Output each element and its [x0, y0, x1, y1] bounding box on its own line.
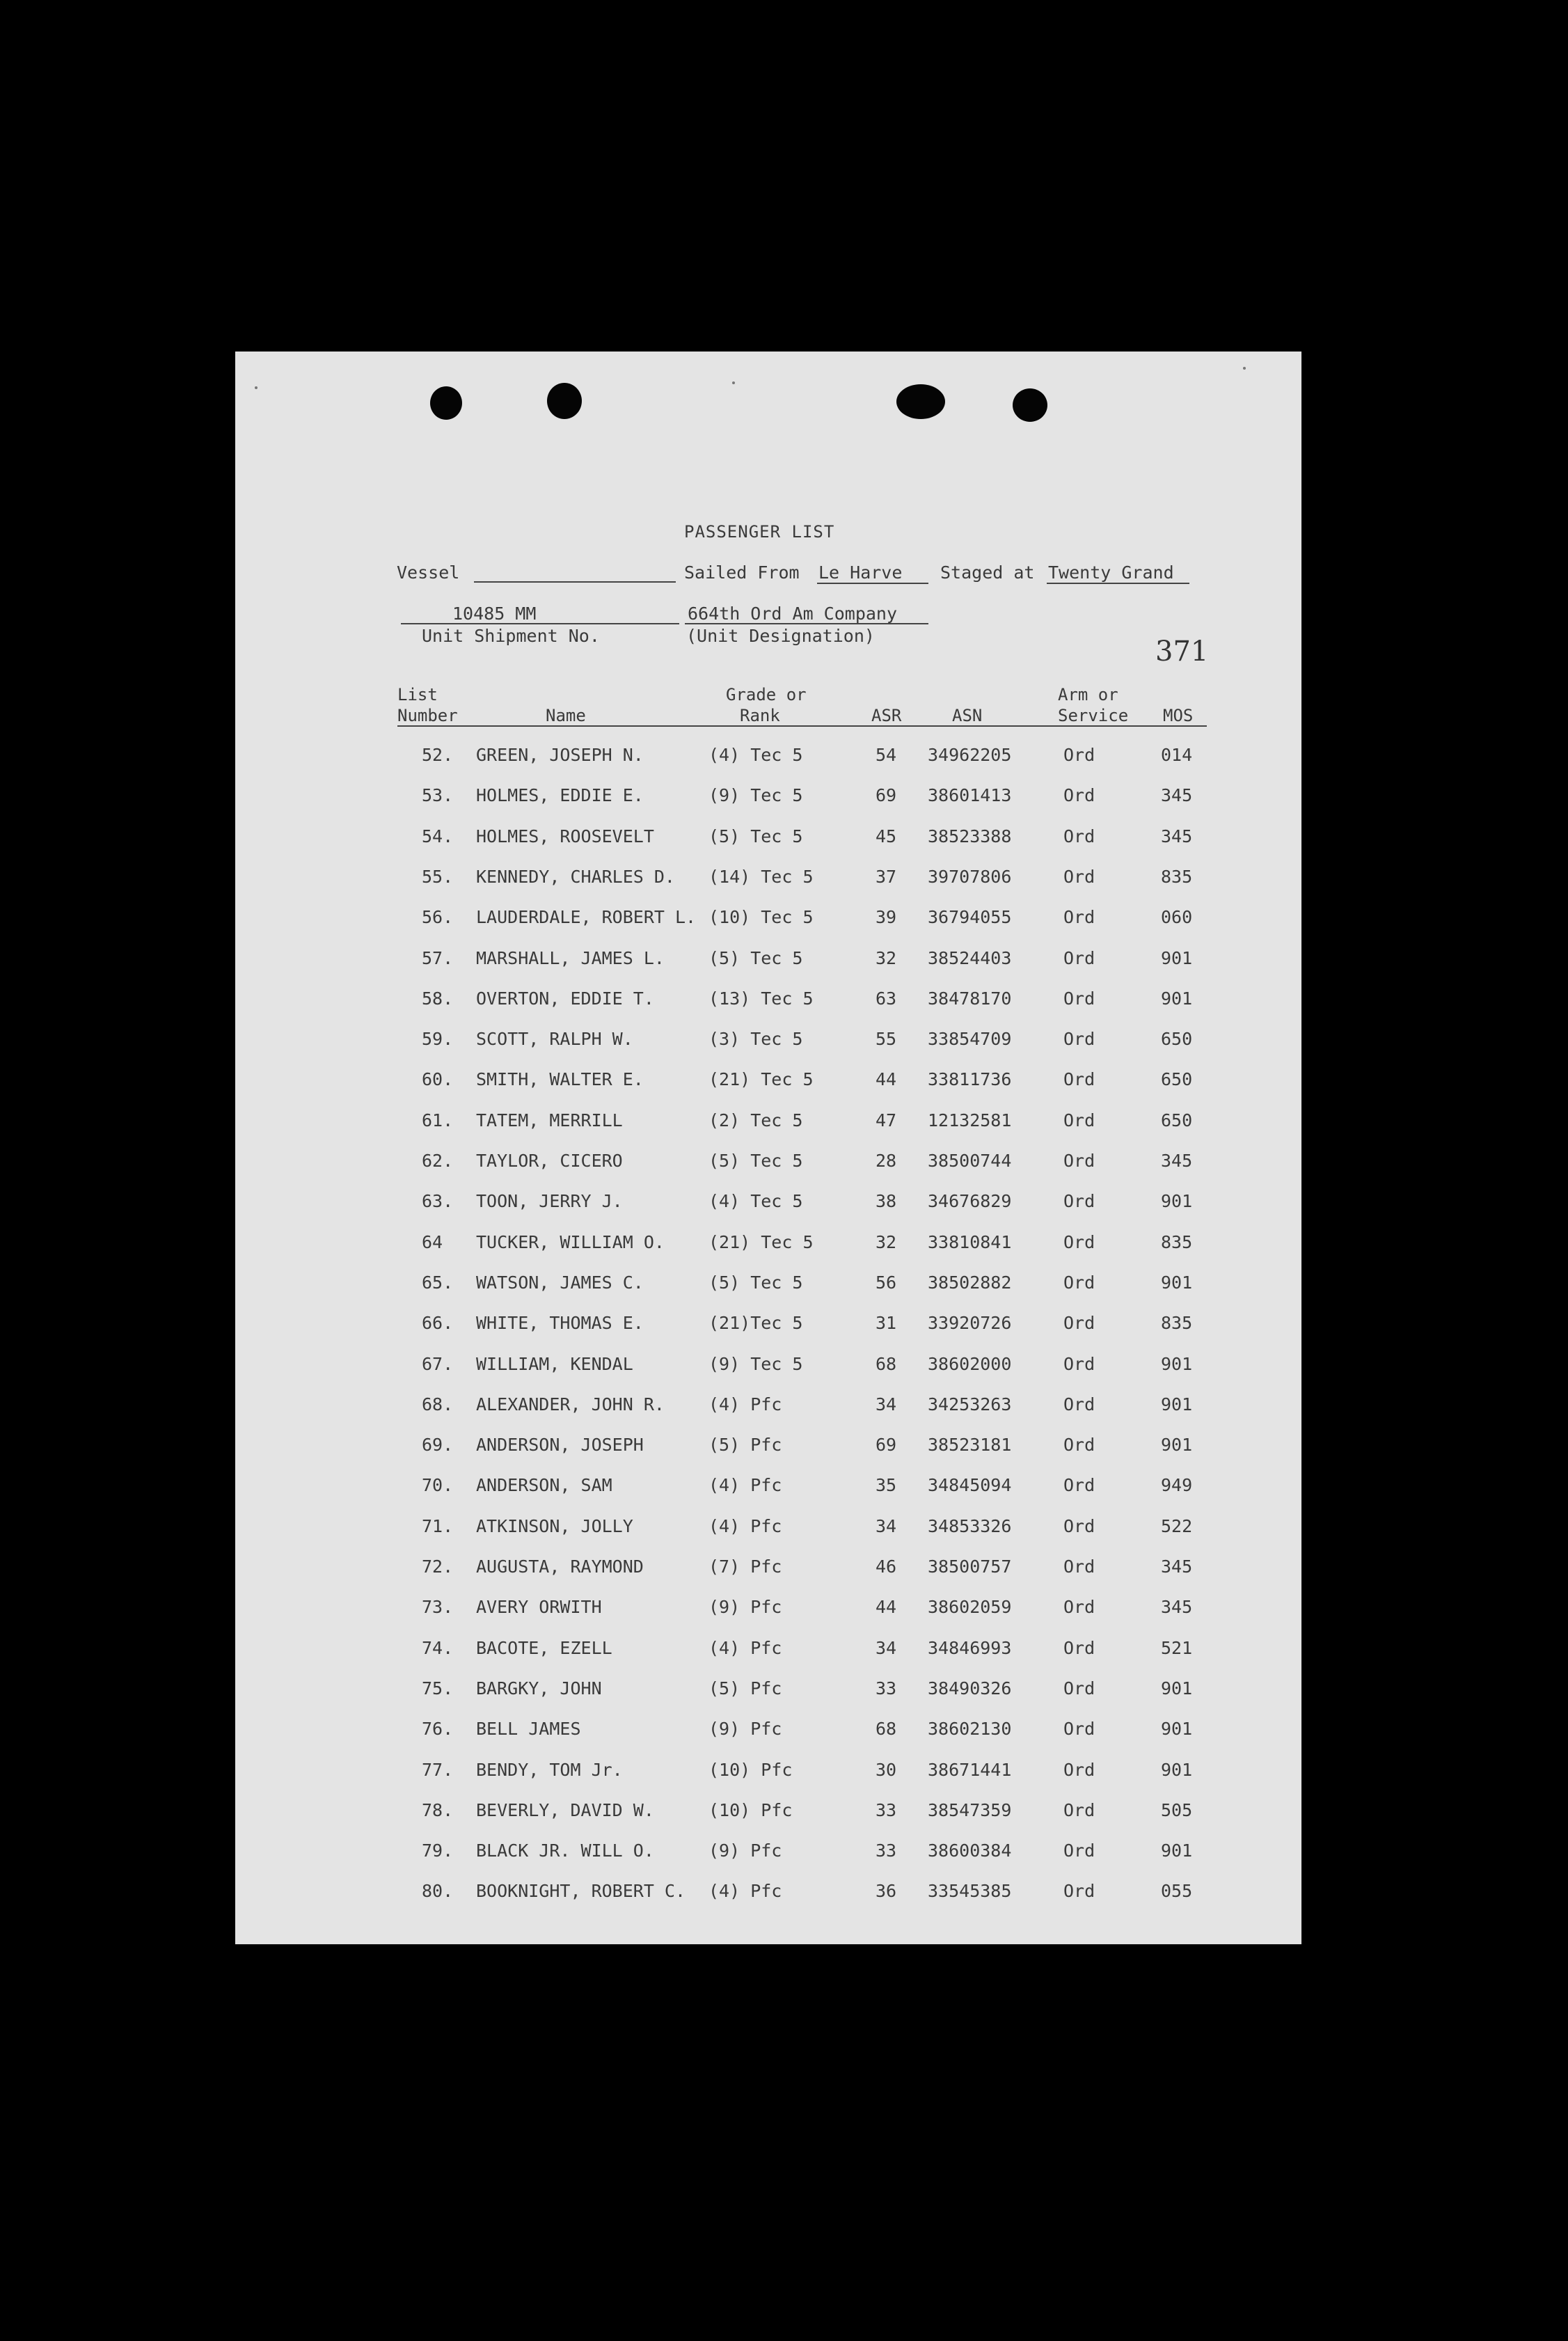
list-number: 72.: [422, 1556, 454, 1577]
list-number: 73.: [422, 1597, 454, 1618]
grade-rank: (9) Pfc: [708, 1597, 782, 1618]
passenger-name: TATEM, MERRILL: [476, 1110, 623, 1130]
passenger-name: BACOTE, EZELL: [476, 1637, 612, 1658]
list-number: 80.: [422, 1881, 454, 1902]
asn-value: 38671441: [928, 1759, 1012, 1780]
col-mos-label: MOS: [1163, 706, 1194, 725]
passenger-name: ALEXANDER, JOHN R.: [476, 1394, 665, 1414]
mos-code: 521: [1161, 1637, 1193, 1658]
table-row: [235, 1110, 1301, 1138]
asr-value: 35: [876, 1475, 897, 1496]
col-asn-label: ASN: [952, 706, 983, 725]
mos-code: 901: [1161, 1678, 1193, 1698]
col-arm-line1: Arm or: [1058, 685, 1118, 704]
mos-code: 505: [1161, 1799, 1193, 1820]
table-row: [235, 1191, 1301, 1219]
table-row: [235, 948, 1301, 976]
punch-hole: [430, 386, 462, 420]
asr-value: 68: [876, 1353, 897, 1374]
col-name-label: Name: [546, 706, 586, 725]
grade-rank: (7) Pfc: [708, 1556, 782, 1577]
arm-service: Ord: [1063, 1272, 1095, 1293]
list-number: 53.: [422, 785, 454, 806]
unit-shipment-underline: [401, 623, 679, 624]
passenger-name: HOLMES, EDDIE E.: [476, 785, 644, 806]
grade-rank: (10) Pfc: [708, 1799, 793, 1820]
grade-rank: (4) Pfc: [708, 1475, 782, 1496]
grade-rank: (9) Tec 5: [708, 785, 803, 806]
asr-value: 68: [876, 1719, 897, 1740]
asn-value: 38601413: [928, 785, 1012, 806]
sailed-from-label: Sailed From: [684, 562, 800, 583]
asn-value: 34853326: [928, 1515, 1012, 1536]
mos-code: 949: [1161, 1475, 1193, 1496]
list-number: 52.: [422, 745, 454, 765]
grade-rank: (2) Tec 5: [708, 1110, 803, 1130]
list-number: 56.: [422, 907, 454, 928]
asr-value: 46: [876, 1556, 897, 1577]
passenger-name: WHITE, THOMAS E.: [476, 1313, 644, 1334]
table-row: [235, 1800, 1301, 1828]
grade-rank: (21) Tec 5: [708, 1231, 814, 1252]
col-asn: [952, 705, 982, 726]
passenger-name: ATKINSON, JOLLY: [476, 1515, 633, 1536]
asr-value: 38: [876, 1191, 897, 1212]
arm-service: Ord: [1063, 866, 1095, 887]
passenger-name: BOOKNIGHT, ROBERT C.: [476, 1881, 686, 1902]
table-row: [235, 1029, 1301, 1057]
asn-value: 33545385: [928, 1881, 1012, 1902]
passenger-name: BARGKY, JOHN: [476, 1678, 602, 1698]
list-number: 76.: [422, 1719, 454, 1740]
asn-value: 38547359: [928, 1799, 1012, 1820]
arm-service: Ord: [1063, 1841, 1095, 1861]
col-grade: [726, 684, 807, 726]
asr-value: 44: [876, 1069, 897, 1090]
passenger-list-page: [235, 352, 1301, 1944]
asr-value: 39: [876, 907, 897, 928]
mos-code: 835: [1161, 866, 1193, 887]
table-row: [235, 1272, 1301, 1300]
grade-rank: (5) Tec 5: [708, 1272, 803, 1293]
arm-service: Ord: [1063, 1231, 1095, 1252]
asn-value: 33811736: [928, 1069, 1012, 1090]
table-row: [235, 1151, 1301, 1179]
arm-service: Ord: [1063, 1435, 1095, 1456]
grade-rank: (4) Tec 5: [708, 1191, 803, 1212]
list-number: 60.: [422, 1069, 454, 1090]
table-row: [235, 1638, 1301, 1666]
grade-rank: (21)Tec 5: [708, 1313, 803, 1334]
grade-rank: (4) Pfc: [708, 1637, 782, 1658]
mos-code: 901: [1161, 947, 1193, 968]
table-row: [235, 1556, 1301, 1584]
passenger-name: LAUDERDALE, ROBERT L.: [476, 907, 697, 928]
arm-service: Ord: [1063, 1597, 1095, 1618]
col-arm-service: [1058, 684, 1128, 726]
passenger-name: BEVERLY, DAVID W.: [476, 1799, 654, 1820]
list-number: 67.: [422, 1353, 454, 1374]
mos-code: 901: [1161, 1435, 1193, 1456]
passenger-name: BENDY, TOM Jr.: [476, 1759, 623, 1780]
unit-shipment-value: 10485 MM: [452, 604, 537, 624]
table-row: [235, 1678, 1301, 1706]
passenger-name: BLACK JR. WILL O.: [476, 1841, 654, 1861]
asn-value: 34253263: [928, 1394, 1012, 1414]
mos-code: 345: [1161, 826, 1193, 846]
mos-code: 901: [1161, 1719, 1193, 1740]
col-list-number-line2: Number: [397, 706, 458, 725]
arm-service: Ord: [1063, 1110, 1095, 1130]
asr-value: 47: [876, 1110, 897, 1130]
asn-value: 38602000: [928, 1353, 1012, 1374]
grade-rank: (5) Tec 5: [708, 826, 803, 846]
asr-value: 55: [876, 1029, 897, 1050]
passenger-name: AUGUSTA, RAYMOND: [476, 1556, 644, 1577]
grade-rank: (9) Tec 5: [708, 1353, 803, 1374]
arm-service: Ord: [1063, 1475, 1095, 1496]
list-number: 69.: [422, 1435, 454, 1456]
asn-value: 34845094: [928, 1475, 1012, 1496]
asn-value: 33920726: [928, 1313, 1012, 1334]
staged-at-underline: [1047, 583, 1189, 584]
asr-value: 32: [876, 947, 897, 968]
col-arm-line2: Service: [1058, 706, 1129, 725]
grade-rank: (5) Tec 5: [708, 1151, 803, 1171]
table-row: [235, 1841, 1301, 1868]
asr-value: 54: [876, 745, 897, 765]
col-asr-label: ASR: [871, 706, 902, 725]
mos-code: 901: [1161, 1759, 1193, 1780]
passenger-name: HOLMES, ROOSEVELT: [476, 826, 654, 846]
list-number: 68.: [422, 1394, 454, 1414]
passenger-name: GREEN, JOSEPH N.: [476, 745, 644, 765]
grade-rank: (5) Tec 5: [708, 947, 803, 968]
asr-value: 56: [876, 1272, 897, 1293]
asn-value: 38500757: [928, 1556, 1012, 1577]
asr-value: 63: [876, 988, 897, 1009]
arm-service: Ord: [1063, 1191, 1095, 1212]
list-number: 71.: [422, 1515, 454, 1536]
asr-value: 34: [876, 1637, 897, 1658]
grade-rank: (10) Tec 5: [708, 907, 814, 928]
list-number: 64: [422, 1231, 443, 1252]
asn-value: 12132581: [928, 1110, 1012, 1130]
asr-value: 44: [876, 1597, 897, 1618]
table-row: [235, 1435, 1301, 1463]
asr-value: 28: [876, 1151, 897, 1171]
list-number: 59.: [422, 1029, 454, 1050]
table-row: [235, 1232, 1301, 1260]
grade-rank: (5) Pfc: [708, 1435, 782, 1456]
header-rule: [397, 725, 1207, 727]
col-mos: [1163, 705, 1193, 726]
passenger-name: TAYLOR, CICERO: [476, 1151, 623, 1171]
table-row: [235, 1069, 1301, 1097]
punch-hole: [547, 383, 582, 419]
arm-service: Ord: [1063, 1637, 1095, 1658]
list-number: 77.: [422, 1759, 454, 1780]
passenger-name: SCOTT, RALPH W.: [476, 1029, 633, 1050]
mos-code: 901: [1161, 1272, 1193, 1293]
mos-code: 345: [1161, 1151, 1193, 1171]
asr-value: 32: [876, 1231, 897, 1252]
passenger-name: WILLIAM, KENDAL: [476, 1353, 633, 1374]
unit-shipment-label: Unit Shipment No.: [422, 626, 600, 646]
list-number: 75.: [422, 1678, 454, 1698]
arm-service: Ord: [1063, 907, 1095, 928]
table-row: [235, 826, 1301, 854]
arm-service: Ord: [1063, 1515, 1095, 1536]
grade-rank: (4) Tec 5: [708, 745, 803, 765]
paper-speck: [255, 386, 258, 389]
asr-value: 33: [876, 1678, 897, 1698]
asr-value: 33: [876, 1799, 897, 1820]
grade-rank: (21) Tec 5: [708, 1069, 814, 1090]
mos-code: 901: [1161, 1191, 1193, 1212]
arm-service: Ord: [1063, 1069, 1095, 1090]
mos-code: 650: [1161, 1029, 1193, 1050]
asr-value: 69: [876, 785, 897, 806]
passenger-name: OVERTON, EDDIE T.: [476, 988, 654, 1009]
table-row: [235, 1719, 1301, 1747]
grade-rank: (10) Pfc: [708, 1759, 793, 1780]
asn-value: 38524403: [928, 947, 1012, 968]
asn-value: 33854709: [928, 1029, 1012, 1050]
col-grade-line1: Grade or: [726, 685, 807, 704]
arm-service: Ord: [1063, 1881, 1095, 1902]
grade-rank: (5) Pfc: [708, 1678, 782, 1698]
unit-designation-underline: [685, 623, 928, 624]
table-row: [235, 988, 1301, 1016]
asr-value: 37: [876, 866, 897, 887]
mos-code: 650: [1161, 1069, 1193, 1090]
table-row: [235, 907, 1301, 935]
asn-value: 33810841: [928, 1231, 1012, 1252]
arm-service: Ord: [1063, 745, 1095, 765]
list-number: 65.: [422, 1272, 454, 1293]
arm-service: Ord: [1063, 1719, 1095, 1740]
arm-service: Ord: [1063, 1029, 1095, 1050]
passenger-name: TUCKER, WILLIAM O.: [476, 1231, 665, 1252]
vessel-label: Vessel: [397, 562, 460, 583]
asn-value: 38502882: [928, 1272, 1012, 1293]
punch-hole: [896, 384, 945, 419]
vessel-field: [474, 581, 676, 583]
list-number: 63.: [422, 1191, 454, 1212]
grade-rank: (13) Tec 5: [708, 988, 814, 1009]
list-number: 66.: [422, 1313, 454, 1334]
mos-code: 901: [1161, 1394, 1193, 1414]
sailed-from-value: Le Harve: [818, 562, 903, 583]
passenger-name: BELL JAMES: [476, 1719, 581, 1740]
col-name: [546, 705, 586, 726]
mos-code: 055: [1161, 1881, 1193, 1902]
staged-at-value: Twenty Grand: [1048, 562, 1174, 583]
asn-value: 38500744: [928, 1151, 1012, 1171]
mos-code: 060: [1161, 907, 1193, 928]
unit-designation-label: (Unit Designation): [686, 626, 875, 646]
asr-value: 69: [876, 1435, 897, 1456]
passenger-name: AVERY ORWITH: [476, 1597, 602, 1618]
passenger-name: KENNEDY, CHARLES D.: [476, 866, 675, 887]
asr-value: 34: [876, 1394, 897, 1414]
asn-value: 39707806: [928, 866, 1012, 887]
asr-value: 30: [876, 1759, 897, 1780]
list-number: 62.: [422, 1151, 454, 1171]
arm-service: Ord: [1063, 988, 1095, 1009]
passenger-name: WATSON, JAMES C.: [476, 1272, 644, 1293]
table-row: [235, 1881, 1301, 1909]
asn-value: 38600384: [928, 1841, 1012, 1861]
asr-value: 31: [876, 1313, 897, 1334]
asr-value: 34: [876, 1515, 897, 1536]
mos-code: 835: [1161, 1313, 1193, 1334]
grade-rank: (3) Tec 5: [708, 1029, 803, 1050]
asn-value: 38602059: [928, 1597, 1012, 1618]
passenger-name: TOON, JERRY J.: [476, 1191, 623, 1212]
asn-value: 34962205: [928, 745, 1012, 765]
asn-value: 34676829: [928, 1191, 1012, 1212]
asn-value: 38523181: [928, 1435, 1012, 1456]
table-row: [235, 785, 1301, 813]
passenger-name: ANDERSON, JOSEPH: [476, 1435, 644, 1456]
list-number: 61.: [422, 1110, 454, 1130]
page-title: PASSENGER LIST: [684, 522, 835, 542]
asn-value: 38478170: [928, 988, 1012, 1009]
mos-code: 901: [1161, 988, 1193, 1009]
arm-service: Ord: [1063, 947, 1095, 968]
passenger-name: MARSHALL, JAMES L.: [476, 947, 665, 968]
arm-service: Ord: [1063, 1799, 1095, 1820]
table-row: [235, 1597, 1301, 1625]
col-grade-line2: Rank: [740, 706, 780, 725]
arm-service: Ord: [1063, 1394, 1095, 1414]
mos-code: 650: [1161, 1110, 1193, 1130]
mos-code: 901: [1161, 1841, 1193, 1861]
punch-hole: [1013, 388, 1047, 422]
arm-service: Ord: [1063, 826, 1095, 846]
grade-rank: (4) Pfc: [708, 1881, 782, 1902]
passenger-name: ANDERSON, SAM: [476, 1475, 612, 1496]
list-number: 55.: [422, 866, 454, 887]
unit-designation-value: 664th Ord Am Company: [688, 604, 898, 624]
col-list-number: [397, 684, 458, 726]
mos-code: 901: [1161, 1353, 1193, 1374]
staged-at-label: Staged at: [940, 562, 1035, 583]
grade-rank: (14) Tec 5: [708, 866, 814, 887]
table-row: [235, 1354, 1301, 1382]
grade-rank: (4) Pfc: [708, 1394, 782, 1414]
table-row: [235, 1760, 1301, 1788]
table-row: [235, 1475, 1301, 1503]
asr-value: 33: [876, 1841, 897, 1861]
list-number: 78.: [422, 1799, 454, 1820]
table-row: [235, 1394, 1301, 1422]
table-row: [235, 867, 1301, 894]
grade-rank: (4) Pfc: [708, 1515, 782, 1536]
list-number: 58.: [422, 988, 454, 1009]
arm-service: Ord: [1063, 1353, 1095, 1374]
arm-service: Ord: [1063, 1151, 1095, 1171]
asr-value: 36: [876, 1881, 897, 1902]
arm-service: Ord: [1063, 1556, 1095, 1577]
grade-rank: (9) Pfc: [708, 1719, 782, 1740]
mos-code: 345: [1161, 1597, 1193, 1618]
page-number: 371: [1155, 636, 1209, 668]
passenger-name: SMITH, WALTER E.: [476, 1069, 644, 1090]
mos-code: 345: [1161, 785, 1193, 806]
arm-service: Ord: [1063, 785, 1095, 806]
arm-service: Ord: [1063, 1759, 1095, 1780]
table-row: [235, 1516, 1301, 1544]
arm-service: Ord: [1063, 1678, 1095, 1698]
arm-service: Ord: [1063, 1313, 1095, 1334]
col-list-number-line1: List: [397, 685, 438, 704]
col-asr: [871, 705, 901, 726]
asr-value: 45: [876, 826, 897, 846]
asn-value: 38490326: [928, 1678, 1012, 1698]
list-number: 74.: [422, 1637, 454, 1658]
mos-code: 835: [1161, 1231, 1193, 1252]
table-row: [235, 745, 1301, 773]
mos-code: 522: [1161, 1515, 1193, 1536]
asn-value: 36794055: [928, 907, 1012, 928]
grade-rank: (9) Pfc: [708, 1841, 782, 1861]
list-number: 54.: [422, 826, 454, 846]
asn-value: 34846993: [928, 1637, 1012, 1658]
list-number: 79.: [422, 1841, 454, 1861]
mos-code: 345: [1161, 1556, 1193, 1577]
asn-value: 38523388: [928, 826, 1012, 846]
paper-speck: [732, 381, 735, 384]
sailed-from-underline: [817, 583, 928, 584]
list-number: 70.: [422, 1475, 454, 1496]
asn-value: 38602130: [928, 1719, 1012, 1740]
table-row: [235, 1313, 1301, 1341]
list-number: 57.: [422, 947, 454, 968]
mos-code: 014: [1161, 745, 1193, 765]
paper-speck: [1243, 367, 1246, 370]
